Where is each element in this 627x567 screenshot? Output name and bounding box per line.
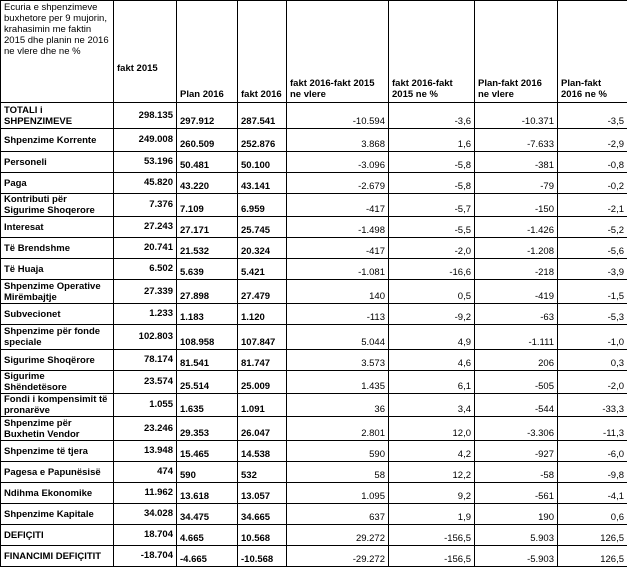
table-row [1, 371, 627, 394]
table-cell: -1.208 [475, 238, 558, 259]
table-cell: -113 [287, 304, 389, 325]
table-cell: 1.055 [114, 394, 177, 417]
table-cell: 0,5 [389, 280, 475, 304]
table-cell: 58 [287, 462, 389, 483]
table-row [1, 152, 627, 173]
table-cell: -2,1 [558, 194, 627, 217]
row-label: Personeli [1, 152, 114, 173]
table-cell: 43.220 [177, 173, 238, 194]
row-label: Interesat [1, 217, 114, 238]
table-cell: 20.741 [114, 238, 177, 259]
row-label: Shpenzime për fonde speciale [1, 325, 114, 350]
table-cell: 27.339 [114, 280, 177, 304]
table-cell: -5,2 [558, 217, 627, 238]
table-cell: 1.233 [114, 304, 177, 325]
table-cell: -150 [475, 194, 558, 217]
row-label: Subvecionet [1, 304, 114, 325]
table-cell: 53.196 [114, 152, 177, 173]
table-cell: -1,5 [558, 280, 627, 304]
table-cell: 9,2 [389, 483, 475, 504]
table-cell: -3,6 [389, 103, 475, 129]
table-cell: -5,8 [389, 152, 475, 173]
table-cell: 10.568 [238, 525, 287, 546]
table-cell: -58 [475, 462, 558, 483]
table-cell: -4.665 [177, 546, 238, 567]
table-cell: 590 [177, 462, 238, 483]
table-row [1, 217, 627, 238]
table-cell: -381 [475, 152, 558, 173]
table-cell: -544 [475, 394, 558, 417]
row-label: TOTALI i SHPENZIMEVE [1, 103, 114, 129]
table-row [1, 194, 627, 217]
table-row [1, 350, 627, 371]
col-header: fakt 2016-fakt 2015 ne vlere [287, 1, 389, 103]
table-cell: -4,1 [558, 483, 627, 504]
table-cell: 3.868 [287, 129, 389, 152]
table-cell: 50.100 [238, 152, 287, 173]
table-row [1, 238, 627, 259]
row-label: Shpenzime Kapitale [1, 504, 114, 525]
table-cell: 298.135 [114, 103, 177, 129]
table-cell: 140 [287, 280, 389, 304]
table-cell: -6,0 [558, 441, 627, 462]
table-cell: 27.898 [177, 280, 238, 304]
table-cell: -11,3 [558, 417, 627, 441]
table-row [1, 129, 627, 152]
table-cell: 11.962 [114, 483, 177, 504]
table-cell: -10.371 [475, 103, 558, 129]
table-cell: -156,5 [389, 546, 475, 567]
table-cell: 1.120 [238, 304, 287, 325]
table-cell: -7.633 [475, 129, 558, 152]
table-cell: 26.047 [238, 417, 287, 441]
table-row [1, 504, 627, 525]
col-header: fakt 2016-fakt 2015 ne % [389, 1, 475, 103]
table-cell: 108.958 [177, 325, 238, 350]
table-cell: 1.635 [177, 394, 238, 417]
table-row [1, 462, 627, 483]
table-cell: 20.324 [238, 238, 287, 259]
table-cell: 637 [287, 504, 389, 525]
table-cell: -16,6 [389, 259, 475, 280]
table-cell: 27.243 [114, 217, 177, 238]
table-cell: -1.081 [287, 259, 389, 280]
table-cell: 34.665 [238, 504, 287, 525]
table-cell: 2.801 [287, 417, 389, 441]
table-row [1, 259, 627, 280]
table-cell: -505 [475, 371, 558, 394]
table-cell: -79 [475, 173, 558, 194]
table-cell: -5,7 [389, 194, 475, 217]
table-cell: 34.475 [177, 504, 238, 525]
row-label: Shpenzime për Buxhetin Vendor [1, 417, 114, 441]
table-cell: 7.376 [114, 194, 177, 217]
table-cell: 4.665 [177, 525, 238, 546]
header-row [1, 1, 627, 103]
table-cell: -156,5 [389, 525, 475, 546]
table-cell: -2,9 [558, 129, 627, 152]
table-cell: -3.306 [475, 417, 558, 441]
table-cell: -5,8 [389, 173, 475, 194]
row-label: Shpenzime Korrente [1, 129, 114, 152]
table-cell: -0,2 [558, 173, 627, 194]
table-cell: -9,2 [389, 304, 475, 325]
table-cell: 25.745 [238, 217, 287, 238]
row-label: FINANCIMI DEFIÇITIT [1, 546, 114, 567]
table-cell: 18.704 [114, 525, 177, 546]
row-label: Shpenzime Operative Mirëmbajtje [1, 280, 114, 304]
table-cell: 81.747 [238, 350, 287, 371]
table-cell: -2,0 [558, 371, 627, 394]
table-cell: 590 [287, 441, 389, 462]
table-cell: -417 [287, 238, 389, 259]
table-cell: -5,5 [389, 217, 475, 238]
table-cell: 78.174 [114, 350, 177, 371]
table-cell: 260.509 [177, 129, 238, 152]
table-cell: 287.541 [238, 103, 287, 129]
table-row [1, 280, 627, 304]
table-cell: 532 [238, 462, 287, 483]
table-cell: -5,3 [558, 304, 627, 325]
table-row [1, 325, 627, 350]
table-cell: 50.481 [177, 152, 238, 173]
table-cell: 5.044 [287, 325, 389, 350]
table-cell: 7.109 [177, 194, 238, 217]
table-cell: -1.498 [287, 217, 389, 238]
table-cell: -417 [287, 194, 389, 217]
table-cell: -927 [475, 441, 558, 462]
table-cell: -3.096 [287, 152, 389, 173]
table-cell: 0,6 [558, 504, 627, 525]
table-cell: -10.594 [287, 103, 389, 129]
table-cell: -63 [475, 304, 558, 325]
table-cell: -2.679 [287, 173, 389, 194]
table-title: Ecuria e shpenzimeve buxhetore per 9 mujorin, krahasimin me faktin 2015 dhe planin ne 2016 ne vlere dhe ne % [1, 1, 114, 103]
table-cell: 15.465 [177, 441, 238, 462]
table-cell: -29.272 [287, 546, 389, 567]
table-cell: -9,8 [558, 462, 627, 483]
table-cell: -1,0 [558, 325, 627, 350]
table-cell: 249.008 [114, 129, 177, 152]
table-cell: 474 [114, 462, 177, 483]
table-cell: 1.183 [177, 304, 238, 325]
table-cell: 1.095 [287, 483, 389, 504]
table-cell: 6.502 [114, 259, 177, 280]
table-cell: 13.057 [238, 483, 287, 504]
table-cell: 6,1 [389, 371, 475, 394]
table-cell: 5.903 [475, 525, 558, 546]
table-cell: -561 [475, 483, 558, 504]
row-label: Të Huaja [1, 259, 114, 280]
table-row [1, 483, 627, 504]
table-cell: 29.272 [287, 525, 389, 546]
table-cell: -0,8 [558, 152, 627, 173]
table-cell: -5.903 [475, 546, 558, 567]
table-cell: 45.820 [114, 173, 177, 194]
table-cell: 36 [287, 394, 389, 417]
table-cell: -419 [475, 280, 558, 304]
table-cell: 81.541 [177, 350, 238, 371]
table-cell: 206 [475, 350, 558, 371]
table-cell: 23.246 [114, 417, 177, 441]
table-cell: -218 [475, 259, 558, 280]
table-cell: 3,4 [389, 394, 475, 417]
table-cell: 1,6 [389, 129, 475, 152]
col-header: Plan-fakt 2016 ne vlere [475, 1, 558, 103]
table-cell: 27.479 [238, 280, 287, 304]
table-cell: 1,9 [389, 504, 475, 525]
table-cell: 4,6 [389, 350, 475, 371]
table-row [1, 546, 627, 567]
table-cell: 25.009 [238, 371, 287, 394]
table-cell: 297.912 [177, 103, 238, 129]
table-row [1, 394, 627, 417]
table-cell: 0,3 [558, 350, 627, 371]
row-label: Ndihma Ekonomike [1, 483, 114, 504]
table-cell: 6.959 [238, 194, 287, 217]
row-label: Shpenzime të tjera [1, 441, 114, 462]
table-cell: 25.514 [177, 371, 238, 394]
table-row [1, 103, 627, 129]
table-cell: 21.532 [177, 238, 238, 259]
table-cell: 252.876 [238, 129, 287, 152]
table-cell: 29.353 [177, 417, 238, 441]
table-row [1, 173, 627, 194]
table-cell: 102.803 [114, 325, 177, 350]
row-label: Të Brendshme [1, 238, 114, 259]
table-cell: 5.639 [177, 259, 238, 280]
row-label: Kontributi për Sigurime Shoqerore [1, 194, 114, 217]
table-cell: 13.948 [114, 441, 177, 462]
table-cell: -33,3 [558, 394, 627, 417]
row-label: Paga [1, 173, 114, 194]
row-label: Fondi i kompensimit të pronarëve [1, 394, 114, 417]
table-row [1, 525, 627, 546]
table-cell: -10.568 [238, 546, 287, 567]
table-cell: 190 [475, 504, 558, 525]
table-cell: 43.141 [238, 173, 287, 194]
table-cell: -1.111 [475, 325, 558, 350]
col-header: Plan-fakt 2016 ne % [558, 1, 627, 103]
table-cell: 1.435 [287, 371, 389, 394]
table-row [1, 417, 627, 441]
col-header: fakt 2015 [114, 1, 177, 103]
table-row [1, 441, 627, 462]
table-cell: 3.573 [287, 350, 389, 371]
table-cell: 23.574 [114, 371, 177, 394]
table-cell: 12,0 [389, 417, 475, 441]
table-cell: 14.538 [238, 441, 287, 462]
table-cell: 5.421 [238, 259, 287, 280]
row-label: Sigurime Shëndetësore [1, 371, 114, 394]
row-label: DEFIÇITI [1, 525, 114, 546]
table-cell: -3,5 [558, 103, 627, 129]
table-cell: 4,9 [389, 325, 475, 350]
table-cell: 126,5 [558, 546, 627, 567]
row-label: Sigurime Shoqërore [1, 350, 114, 371]
table-cell: -18.704 [114, 546, 177, 567]
table-cell: -1.426 [475, 217, 558, 238]
table-cell: 126,5 [558, 525, 627, 546]
row-label: Pagesa e Papunësisë [1, 462, 114, 483]
table-cell: 13.618 [177, 483, 238, 504]
table-cell: 107.847 [238, 325, 287, 350]
table-cell: -5,6 [558, 238, 627, 259]
table-cell: 12,2 [389, 462, 475, 483]
table-cell: 34.028 [114, 504, 177, 525]
table-cell: -3,9 [558, 259, 627, 280]
table-row [1, 304, 627, 325]
col-header: Plan 2016 [177, 1, 238, 103]
table-cell: 1.091 [238, 394, 287, 417]
table-cell: -2,0 [389, 238, 475, 259]
col-header: fakt 2016 [238, 1, 287, 103]
table-cell: 4,2 [389, 441, 475, 462]
table-cell: 27.171 [177, 217, 238, 238]
